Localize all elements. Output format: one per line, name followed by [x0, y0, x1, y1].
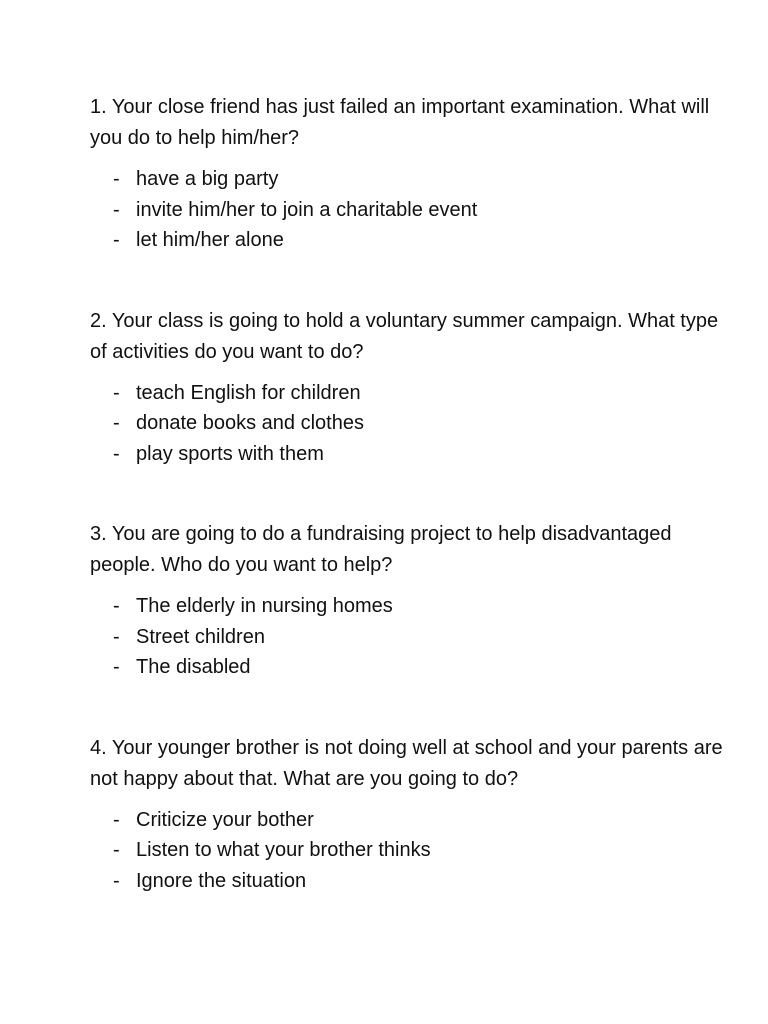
option-item: [113, 164, 730, 195]
option-text: play sports with them: [136, 442, 324, 465]
option-item: [113, 408, 730, 439]
option-item: [113, 195, 730, 226]
option-text: invite him/her to join a charitable event: [136, 198, 478, 221]
dash-bullet: -: [113, 412, 120, 434]
option-item: [113, 622, 730, 653]
dash-bullet: -: [113, 595, 120, 617]
option-text: Criticize your bother: [136, 808, 314, 831]
dash-bullet: -: [113, 229, 120, 251]
question-4: [90, 733, 730, 897]
option-item: [113, 835, 730, 866]
dash-bullet: -: [113, 168, 120, 190]
option-text: donate books and clothes: [136, 412, 364, 434]
question-1: [90, 92, 730, 256]
option-text: have a big party: [136, 168, 279, 190]
question-text: 2. Your class is going to hold a voluntary summer campaign. What type of activities do you want to do?: [90, 309, 719, 363]
dash-bullet: -: [113, 839, 120, 861]
dash-bullet: -: [113, 656, 120, 678]
option-list: [90, 805, 730, 897]
option-item: [113, 805, 730, 836]
option-item: [113, 866, 730, 897]
question-text: 4. Your younger brother is not doing well at school and your parents are not happy about that. What are you going to do?: [90, 736, 723, 790]
option-text: The elderly in nursing homes: [136, 595, 393, 617]
option-item: [113, 378, 730, 409]
option-item: [113, 652, 730, 683]
dash-bullet: -: [113, 808, 120, 831]
dash-bullet: -: [113, 198, 120, 221]
question-text: 1. Your close friend has just failed an important examination. What will you do to help him/her?: [90, 96, 710, 149]
option-list: [90, 378, 730, 470]
option-list: [90, 164, 730, 256]
option-text: Ignore the situation: [136, 869, 307, 892]
option-item: [113, 225, 730, 256]
option-item: [113, 439, 730, 470]
option-text: let him/her alone: [136, 229, 284, 251]
dash-bullet: -: [113, 381, 120, 404]
question-text: 3. You are going to do a fundraising project to help disadvantaged people. Who do you want to help?: [90, 523, 672, 576]
option-text: teach English for children: [136, 381, 361, 404]
option-text: Listen to what your brother thinks: [136, 839, 431, 861]
option-text: Street children: [136, 625, 265, 648]
question-2: [90, 306, 730, 470]
question-3: [90, 519, 730, 683]
document-page: [90, 92, 730, 946]
option-text: The disabled: [136, 656, 251, 678]
dash-bullet: -: [113, 625, 120, 648]
option-item: [113, 591, 730, 622]
dash-bullet: -: [113, 442, 120, 465]
dash-bullet: -: [113, 869, 120, 892]
option-list: [90, 591, 730, 683]
